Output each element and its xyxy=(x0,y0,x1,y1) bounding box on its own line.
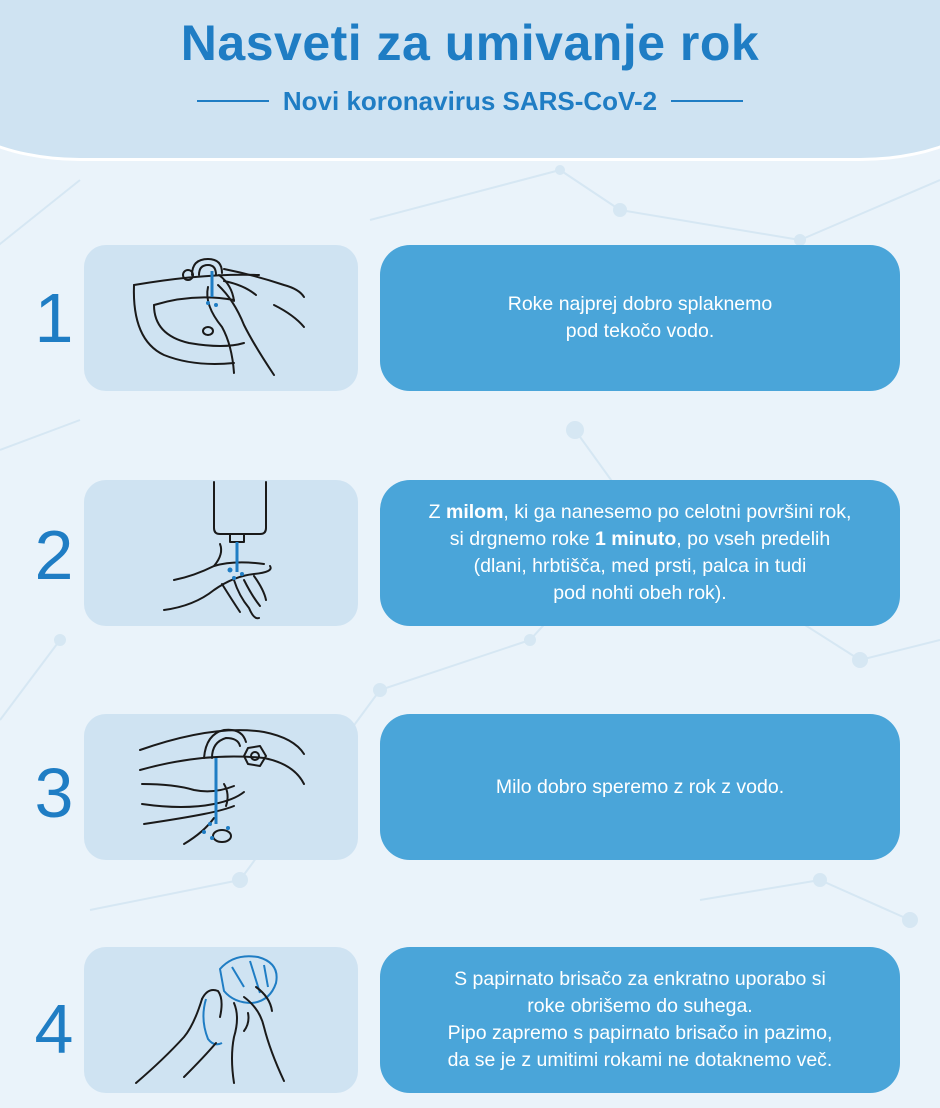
step-3-text-box xyxy=(380,714,900,860)
step-number-2: 2 xyxy=(34,516,74,594)
step-4-line-4: da se je z umitimi rokami ne dotaknemo več. xyxy=(447,1049,833,1071)
step-2-line-4: pod nohti obeh rok). xyxy=(553,582,727,604)
step-3-illustration xyxy=(84,714,358,860)
step-2-bold-duration: 1 minuto xyxy=(595,528,677,550)
step-2-text-box xyxy=(380,480,900,626)
step-4-illustration xyxy=(84,947,358,1093)
step-3-text xyxy=(496,774,784,801)
step-2-line-1-part-1: Z xyxy=(428,501,446,523)
step-2-line-2-part-1: si drgnemo roke xyxy=(449,528,596,550)
step-2-line-2 xyxy=(429,526,852,553)
page-title: Nasveti za umivanje rok xyxy=(180,15,760,71)
step-number-3: 3 xyxy=(34,754,74,832)
soap-dispenser-hands-icon xyxy=(84,480,358,626)
rinse-soap-off-hands-icon xyxy=(84,714,358,860)
step-1-illustration xyxy=(84,245,358,391)
step-2-illustration xyxy=(84,480,358,626)
step-4-line-3: Pipo zapremo s papirnato brisačo in pazimo, xyxy=(447,1022,833,1044)
page-subtitle: Novi koronavirus SARS-CoV-2 xyxy=(282,85,658,116)
step-2-text xyxy=(429,499,852,607)
rinse-hands-under-tap-icon xyxy=(84,245,358,391)
step-4-line-1: S papirnato brisačo za enkratno uporabo si xyxy=(454,968,826,990)
step-1-line-1: Roke najprej dobro splaknemo xyxy=(507,293,773,315)
dry-hands-paper-towel-icon xyxy=(84,947,358,1093)
subtitle-rule-left xyxy=(197,100,269,102)
step-4-text xyxy=(448,966,833,1074)
step-2-line-2-part-3: , po vseh predelih xyxy=(676,528,831,550)
step-number-4: 4 xyxy=(34,990,74,1068)
step-2-bold-soap: milom xyxy=(445,501,504,523)
subtitle-row xyxy=(0,84,940,118)
subtitle-rule-right xyxy=(671,100,743,102)
step-1-line-2: pod tekočo vodo. xyxy=(565,320,715,342)
step-1-text xyxy=(508,291,773,345)
step-2-line-3: (dlani, hrbtišča, med prsti, palca in tudi xyxy=(473,555,807,577)
step-3-line-1: Milo dobro speremo z rok z vodo. xyxy=(495,775,785,798)
step-4-text-box xyxy=(380,947,900,1093)
step-1-text-box xyxy=(380,245,900,391)
step-2-line-1-part-3: , ki ga nanesemo po celotni površini rok, xyxy=(503,501,852,523)
step-4-line-2: roke obrišemo do suhega. xyxy=(527,995,753,1017)
step-number-1: 1 xyxy=(34,279,74,357)
step-2-line-1 xyxy=(429,499,852,526)
